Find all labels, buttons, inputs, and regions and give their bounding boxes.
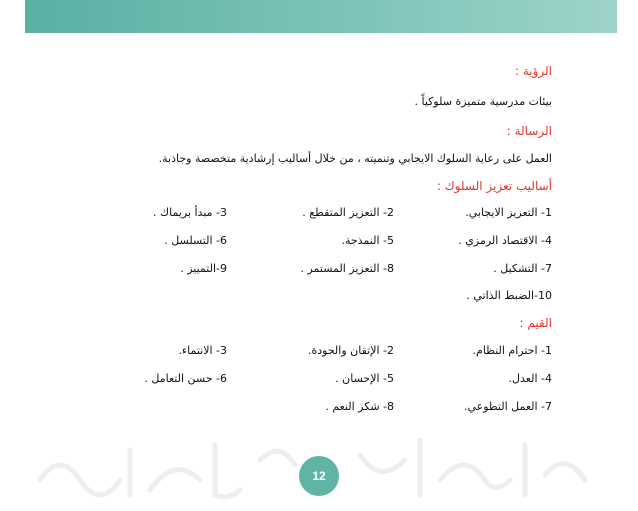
value-item-5: 5- الإحسان . — [335, 372, 394, 385]
mission-text: العمل على رعاية السلوك الايجابي وتنميته ، من خلال أساليب إرشادية متخصصة وجاذبة. — [158, 152, 552, 165]
value-item-3: 3- الانتماء. — [178, 344, 227, 357]
method-item-3: 3- مبدأ بريماك . — [153, 206, 227, 219]
method-item-10: 10-الضبط الذاتي . — [466, 289, 552, 302]
method-item-4: 4- الاقتصاد الرمزي . — [458, 234, 552, 247]
vision-heading: الرؤية : — [514, 64, 552, 78]
method-item-5: 5- النمذجة. — [341, 234, 394, 247]
page-number-badge: 12 — [299, 456, 339, 496]
value-item-6: 6- حسن التعامل . — [144, 372, 227, 385]
method-item-1: 1- التعزيز الايجابي. — [465, 206, 552, 219]
mission-heading: الرسالة : — [506, 124, 552, 138]
method-item-2: 2- التعزيز المتقطع . — [302, 206, 394, 219]
value-item-1: 1- احترام النظام. — [472, 344, 552, 357]
method-item-8: 8- التعزيز المستمر . — [300, 262, 394, 275]
vision-text: بيئات مدرسية متميزة سلوكياً . — [414, 95, 552, 108]
methods-heading: أساليب تعزيز السلوك : — [436, 179, 552, 193]
value-item-8: 8- شكر النعم . — [325, 400, 394, 413]
method-item-6: 6- التسلسل . — [164, 234, 227, 247]
values-heading: القيم : — [519, 316, 552, 330]
value-item-7: 7- العمل التطوعي. — [463, 400, 552, 413]
method-item-9: 9-التمييز . — [180, 262, 227, 275]
value-item-2: 2- الإتقان والجودة. — [307, 344, 394, 357]
value-item-4: 4- العدل. — [508, 372, 552, 385]
method-item-7: 7- التشكيل . — [493, 262, 552, 275]
